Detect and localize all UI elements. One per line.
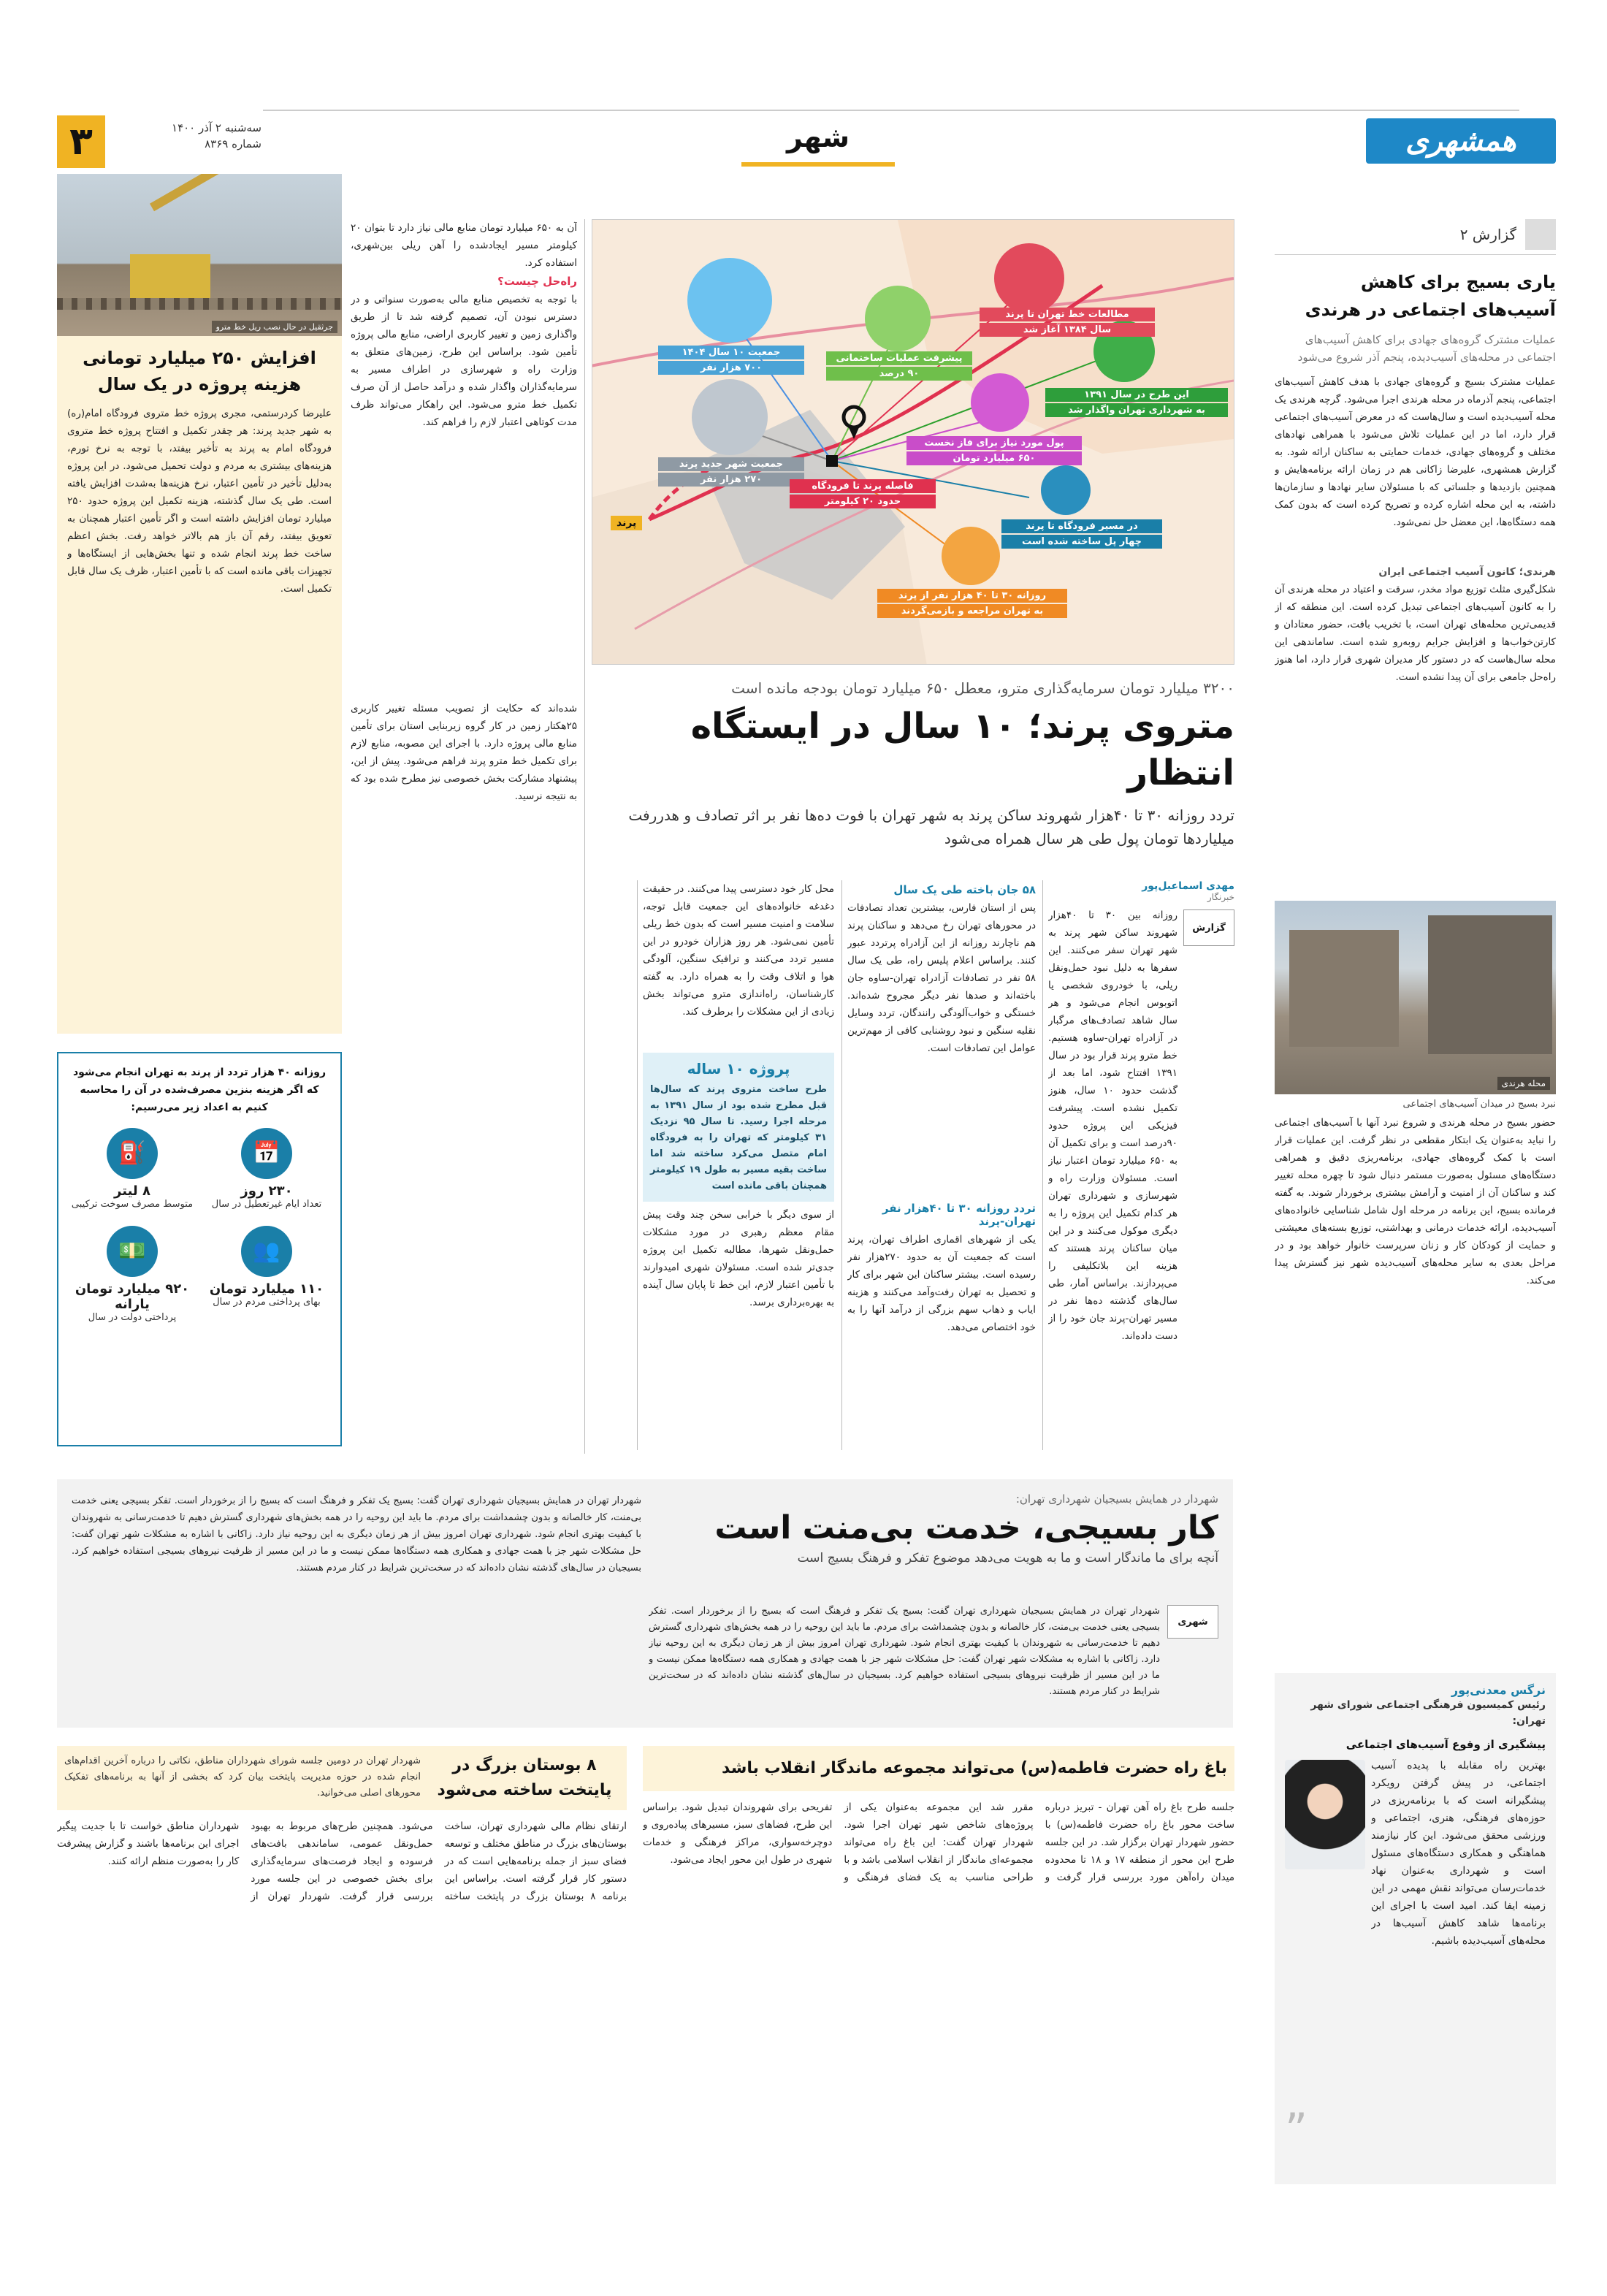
report-title: یاری بسیج برای کاهش آسیب‌های اجتماعی در هرندی bbox=[1305, 272, 1556, 320]
stat-label: بهای پرداختی مردم در سال bbox=[213, 1297, 321, 1308]
map-info-line2: سال ۱۳۸۴ آغاز شد bbox=[980, 323, 1155, 337]
main-col-3 bbox=[643, 880, 834, 1450]
crane-photo bbox=[57, 174, 342, 336]
main-col3-text: محل کار خود دسترسی پیدا می‌کنند. در حقیقت دغدغه خانواده‌های این جمعیت قابل توجه، سلامت و امنیت مسیر است که بدون خط ریلی تأمین نمی‌شود. هر روز هزاران خودرو در این مسیر تردد می‌کنند و ترافیک سنگین، آلودگی هوا و اتلاف وقت را به همراه دارد. به گفته کارشناسان، راه‌اندازی مترو می‌تواند بخش زیادی از این مشکلات را برطرف کند. bbox=[643, 883, 834, 1018]
col4-subheading: راه‌حل چیست؟ bbox=[497, 275, 577, 288]
stat-value: ۹۲۰ میلیارد تومان یارانه bbox=[75, 1281, 190, 1312]
map-info-bridges bbox=[1001, 519, 1162, 549]
photo-building bbox=[1289, 930, 1399, 1047]
main-story-lead: تردد روزانه ۳۰ تا ۴۰هزار شهروند ساکن پرند به شهر تهران با فوت ده‌ها نفر بر اثر تصادف و هدررفت میلیاردها تومان پول طی هر سال همراه می‌شود bbox=[628, 806, 1234, 847]
map-circle-progress bbox=[865, 286, 931, 351]
stat-label: پرداختی دولت در سال bbox=[88, 1312, 177, 1323]
fatemeh-title: باغ راه حضرت فاطمه(س) می‌تواند مجموعه ماندگار انقلاب باشد bbox=[721, 1759, 1227, 1777]
crane-arm bbox=[150, 174, 294, 211]
fuel-infobox bbox=[57, 1052, 342, 1446]
stat-fuel bbox=[69, 1128, 196, 1210]
logo-text: همشهری bbox=[1405, 124, 1516, 158]
side-story-title: افزایش ۲۵۰ میلیارد تومانی هزینه پروژه در یک سال bbox=[83, 348, 316, 394]
quote-title: پیشگیری از وقوع آسیب‌های اجتماعی bbox=[1345, 1738, 1546, 1751]
stat-subsidy bbox=[69, 1226, 196, 1323]
bottom-story-body-right: شهردار تهران در همایش بسیجیان شهرداری تهران گفت: بسیج یک تفکر و فرهنگ است که بسیج را از برخوردار است. تفکر بسیجی یعنی خدمت بی‌منت، کار خالصانه و بدون چشمداشت برای مردم. ما باید این روحیه را در همه بخش‌های شهرداری گسترش دهیم تا خدمت‌رسانی به شهروندان با کیفیت بهتری انجام شود. شهرداری تهران امروز بیش از هر زمان دیگری به این روحیه نیاز دارد. زاکانی با اشاره به مشکلات شهر تهران گفت: حل مشکلات شهر جز با همت جهادی و همکاری همه دستگاه‌ها ممکن نیست و ما در این مسیر از ظرفیت نیروهای بسیجی استفاده خواهیم کرد. بسیجیان در سال‌های گذشته نشان داده‌اند که در سخت‌ترین شرایط در کنار مردم هستند. bbox=[649, 1606, 1160, 1697]
stat-value: ۲۳۰ روز bbox=[240, 1183, 293, 1199]
report-lead: عملیات مشترک گروه‌های جهادی برای کاهش آسیب‌های اجتماعی در محله‌های آسیب‌دیده، پنجم آذر شروع می‌شود bbox=[1297, 333, 1556, 364]
map-info-line1: جمعیت شهر جدید پرند bbox=[658, 457, 804, 471]
photo-label: محله هرندی bbox=[1497, 1077, 1550, 1090]
stat-label: تعداد ایام غیرتعطیل در سال bbox=[211, 1199, 322, 1210]
quote-role: رئیس کمیسیون فرهنگی اجتماعی شورای شهر تهران: bbox=[1310, 1699, 1546, 1727]
side-story bbox=[57, 336, 342, 1034]
masthead bbox=[0, 0, 1607, 168]
map-info-distance bbox=[790, 479, 936, 508]
stat-value: ۱۱۰ میلیارد تومان bbox=[209, 1281, 324, 1297]
bottom-story-lead: آنچه برای ما ماندگار است و ما به هویت می‌دهد موضوع تفکر و فرهنگ بسیج است bbox=[797, 1551, 1218, 1565]
stat-days bbox=[203, 1128, 330, 1210]
quote-name: نرگس معدنی‌پور bbox=[1451, 1683, 1546, 1697]
map-station-marker bbox=[826, 455, 838, 467]
infobox-title: روزانه ۴۰ هزار تردد از پرند به تهران انجام می‌شود که اگر هزینه بنزین مصرف‌شده در آن را محاسبه کنیم به اعداد زیر می‌رسیم: bbox=[72, 1067, 327, 1113]
project-box bbox=[643, 1053, 834, 1202]
map-info-handover bbox=[1045, 388, 1228, 417]
quote-portrait bbox=[1285, 1760, 1365, 1869]
map-info-line1: جمعیت ۱۰ سال ۱۴۰۴ bbox=[658, 346, 804, 359]
issue-number: شماره ۸۳۶۹ bbox=[205, 137, 262, 150]
harandi-photo-caption: نبرد بسیج در میدان آسیب‌های اجتماعی bbox=[1402, 1099, 1556, 1110]
parks-header bbox=[57, 1746, 627, 1810]
masthead-rule bbox=[263, 110, 1519, 111]
page-number-box bbox=[57, 115, 105, 168]
map-info-budget bbox=[906, 436, 1082, 465]
section-underline bbox=[741, 162, 895, 167]
map-info-daily-trips bbox=[877, 589, 1067, 618]
report-body2: شکل‌گیری مثلث توزیع مواد مخدر، سرقت و اعتیاد در محله هرندی آن را به کانون آسیب‌های اجتماعی تبدیل کرده است. این منطقه که از قدیمی‌ترین محله‌های تهران است، با تخریب بافت، حضور معتادان و کارتن‌خواب‌ها و افزایش جرایم روبه‌رو شده است. ساماندهی این محله سال‌هاست که در دستور کار مدیران شهری قرار دارد، اما هنوز راه‌حل جامعی برای آن پیدا نشده است. bbox=[1275, 584, 1556, 683]
side-story-body: علیرضا کردرستمی، مجری پروژه خط متروی فرودگاه امام(ره) به شهر جدید پرند: هر چقدر تکمیل و افتتاح پروژه خط متروی فرودگاه امام به پرند به تأخیر بیفتد، با توجه به نرخ تورم، هزینه‌های بیشتری به مردم و دولت تحمیل می‌شود. در این پروژه به‌دلیل تأخیر در تأمین اعتبار، نرخ هزینه‌ها به‌شدت افزایش یافته است. طی یک سال گذشته، هزینه تکمیل این پروژه حدود ۲۵۰ میلیارد تومان افزایش داشته است و اگر تأمین اعتبار همچنان به تعویق بیفتد، رقم آن باز هم بالاتر خواهد رفت. بخش اعظم ساخت خط پرند انجام شده و تنها بخش‌هایی از ایستگاه‌ها و تجهیزات باقی مانده است که با تأمین اعتبار، ظرف یک سال قابل تکمیل است. bbox=[67, 408, 332, 595]
map-info-line2: ۲۷۰ هزار نفر bbox=[658, 473, 804, 487]
report-kicker-row bbox=[1275, 219, 1556, 255]
stat-people-cost bbox=[203, 1226, 330, 1323]
bottom-story-tag: شهری bbox=[1167, 1605, 1218, 1639]
fuel-pump-icon: ⛽ bbox=[107, 1128, 158, 1179]
map-info-line1: در مسیر فرودگاه تا پرند bbox=[1001, 519, 1162, 533]
byline-role: خبرنگار bbox=[1207, 892, 1234, 902]
map-circle-parand-pop bbox=[692, 379, 768, 455]
column-rule bbox=[1042, 880, 1043, 1450]
bottom-story-title: کار بسیجی، خدمت بی‌منت است bbox=[714, 1509, 1218, 1546]
quote-body: بهترین راه مقابله با پدیده آسیب اجتماعی، در پیش گرفتن رویکرد پیشگیرانه است که با برنامه‌ریزی در حوزه‌های فرهنگی، هنری، اجتماعی و ورزشی محقق می‌شود. این کار نیازمند هماهنگی و همکاری دستگاه‌های مسئول است و شهرداری به‌عنوان نهاد خدمات‌رسان می‌تواند نقش مهمی در این زمینه ایفا کند. امید است با اجرای این برنامه‌ها شاهد کاهش آسیب‌ها در محله‌های آسیب‌دیده باشیم. bbox=[1371, 1760, 1546, 1947]
bottom-story-overline: شهردار در همایش بسیجیان شهرداری تهران: bbox=[1015, 1492, 1218, 1506]
photo-label: جرثقیل در حال نصب ریل خط مترو bbox=[212, 321, 337, 333]
parks-body: ارتقای نظام مالی شهرداری تهران، ساخت بوستان‌های بزرگ در مناطق مختلف و توسعه فضای سبز از جمله برنامه‌هایی است که در دستور کار قرار گرفته است. براساس این برنامه ۸ بوستان بزرگ در پایتخت ساخته می‌شود. همچنین طرح‌های مربوط به بهبود حمل‌ونقل عمومی، ساماندهی بافت‌های فرسوده و ایجاد فرصت‌های سرمایه‌گذاری برای بخش خصوصی در این جلسه مورد بررسی قرار گرفت. شهردار تهران از شهرداران مناطق خواست تا با جدیت پیگیر اجرای این برنامه‌ها باشند و گزارش پیشرفت کار را به‌صورت منظم ارائه کنند. bbox=[57, 1820, 627, 1902]
col2-subheading-2: تردد روزانه ۳۰ تا ۴۰هزار نفر تهران-پرند bbox=[882, 1202, 1036, 1228]
logo bbox=[1366, 118, 1556, 164]
fatemeh-body: جلسه طرح باغ راه آهن تهران - تبریز درباره ساخت محور باغ راه حضرت فاطمه(س) با حضور شهردار تهران برگزار شد. در این جلسه طرح این محور از منطقه ۱۷ و ۱۸ تا محدوده میدان راه‌آهن مورد بررسی قرار گرفت و مقرر شد این مجموعه به‌عنوان یکی از پروژه‌های شاخص شهر تهران اجرا شود. شهردار تهران گفت: این باغ راه می‌تواند مجموعه‌ای ماندگار از انقلاب اسلامی باشد و با طراحی مناسب به یک فضای فرهنگی و تفریحی برای شهروندان تبدیل شود. براساس این طرح، فضاهای سبز، مسیرهای پیاده‌روی و دوچرخه‌سواری، مراکز فرهنگی و خدمات شهری در طول این محور ایجاد می‌شود. bbox=[643, 1801, 1234, 1883]
map-info-line2: حدود ۲۰ کیلومتر bbox=[790, 495, 936, 508]
main-col3b-text: از سوی دیگر با خرابی سخن چند وقت پیش مقام معظم رهبری در مورد مشکلات حمل‌ونقل شهرها، مطالبه تکمیل این پروژه جدی‌تر شده است. مسئولان شهری امیدوارند با تأمین اعتبار لازم، این خط تا پایان سال آینده به بهره‌برداری برسد. bbox=[643, 1209, 834, 1308]
report-kicker: گزارش ۲ bbox=[1459, 226, 1516, 243]
section-name: شهر bbox=[786, 121, 850, 153]
column-rule bbox=[841, 880, 842, 1450]
main-col-2 bbox=[847, 880, 1036, 1450]
main-story-title: متروی پرند؛ ۱۰ سال در ایستگاه انتظار bbox=[690, 706, 1234, 793]
report-kicker-square bbox=[1525, 219, 1556, 250]
map-circle-population bbox=[687, 258, 772, 343]
calendar-icon: 📅 bbox=[241, 1128, 292, 1179]
map-info-line2: ۶۵۰ میلیارد تومان bbox=[906, 451, 1082, 465]
main-col-1 bbox=[1048, 880, 1234, 1450]
col2-subheading: ۵۸ جان باخته طی یک سال bbox=[893, 883, 1036, 896]
project-box-title: پروژه ۱۰ ساله bbox=[687, 1060, 790, 1078]
bottom-section bbox=[57, 1479, 1233, 1728]
byline-name: مهدی اسماعیل‌پور bbox=[1142, 880, 1234, 892]
main-story-header bbox=[592, 679, 1234, 850]
main-col4b-text: با توجه به تخصیص منابع مالی به‌صورت سنواتی و در دسترس نبودن آن، تصمیم گرفته شد تا از طریق واگذاری زمین و تغییر کاربری اراضی، منابع مالی پروژه تأمین شود. براساس این طرح، زمین‌های متعلق به وزارت راه و شهرسازی در اطراف مسیر به سرمایه‌گذاران واگذار شده و درآمد حاصل از آن صرف تکمیل خط مترو می‌شود. این راهکار می‌تواند ظرف مدت کوتاهی اعتبار لازم را فراهم کند. bbox=[351, 294, 577, 428]
main-story-overline: ۳۲۰۰ میلیارد تومان سرمایه‌گذاری مترو، معطل ۶۵۰ میلیارد تومان بودجه مانده است bbox=[731, 679, 1234, 697]
issue-info bbox=[115, 120, 262, 152]
map-info-line1: این طرح در سال ۱۳۹۱ bbox=[1045, 388, 1228, 402]
quote-box bbox=[1275, 1673, 1556, 2184]
map-info-line1: پیشرفت عملیات ساختمانی bbox=[826, 351, 972, 365]
map-info-line2: ۹۰ درصد bbox=[826, 367, 972, 381]
money-icon: 💵 bbox=[107, 1226, 158, 1277]
report-body: عملیات مشترک بسیج و گروه‌های جهادی با هدف کاهش آسیب‌های اجتماعی، پنجم آذرماه در محله هرندی اجرا می‌شود. گرچه هرندی یک محله آسیب‌دیده است و سال‌هاست که در معرض آسیب‌های اجتماعی قرار دارد، اما در این عملیات تلاش می‌شود با همراهی نهادهای مختلف و گروه‌های جهادی، خدمات حمایتی به ساکنان ارائه شود. به گزارش همشهری، علیرضا زاکانی هم در زمان ارائه برنامه‌هایش و همچنین بازدیدها و جلساتی که با مسئولان سایر نهادها و سازمان‌ها داشته، به این محله اشاره کرده و تصریح کرده است که بدون کمک همه دستگاه‌ها، این معضل حل نمی‌شود. bbox=[1275, 376, 1556, 528]
page-number: ۳ bbox=[69, 120, 93, 164]
report-subheading: هرندی؛ کانون آسیب اجتماعی ایران bbox=[1378, 566, 1556, 578]
parks-title: ۸ بوستان بزرگ در پایتخت ساخته می‌شود bbox=[437, 1756, 612, 1799]
quote-mark-icon: ” bbox=[1285, 2104, 1308, 2155]
map-circle-budget bbox=[971, 373, 1029, 432]
bottom-story-body-left: شهردار تهران در همایش بسیجیان شهرداری تهران گفت: بسیج یک تفکر و فرهنگ است که بسیج را از برخوردار است. تفکر بسیجی یعنی خدمت بی‌منت، کار خالصانه و بدون چشمداشت برای مردم. ما باید این روحیه را در همه بخش‌های شهرداری گسترش دهیم تا خدمت‌رسانی به شهروندان با کیفیت بهتری انجام شود. شهرداری تهران امروز بیش از هر زمان دیگری به این روحیه نیاز دارد. زاکانی با اشاره به مشکلات شهر تهران گفت: حل مشکلات شهر جز با همت جهادی و همکاری همه دستگاه‌ها ممکن نیست و ما در این مسیر از ظرفیت نیروهای بسیجی استفاده خواهیم کرد. بسیجیان در سال‌های گذشته نشان داده‌اند که در سخت‌ترین شرایط در کنار مردم هستند. bbox=[72, 1495, 641, 1574]
map-info-line2: چهار پل ساخته شده است bbox=[1001, 535, 1162, 549]
byline bbox=[1048, 880, 1234, 902]
main-col4c-text: آن به ۶۵۰ میلیارد تومان منابع مالی نیاز دارد تا بتوان ۲۰ کیلومتر مسیر ایجادشده را آهن ریلی بین‌شهری، استفاده کرد. bbox=[351, 222, 577, 269]
map-circle-study bbox=[994, 243, 1064, 313]
column-rule bbox=[584, 219, 585, 1454]
harandi-photo bbox=[1275, 901, 1556, 1094]
report-column bbox=[1275, 219, 1556, 1461]
stat-value: ۸ لیتر bbox=[114, 1183, 150, 1199]
parks-lead: شهردار تهران در دومین جلسه شورای شهرداران مناطق، نکاتی را درباره آخرین اقدام‌های انجام شده در حوزه مدیریت پایتخت بیان کرد که بخشی از آنها به برنامه‌های تفکیک محورهای اصلی می‌خوانید. bbox=[64, 1755, 421, 1799]
fatemeh-story bbox=[643, 1746, 1234, 2192]
main-col2-text: پس از استان فارس، بیشترین تعداد تصادفات در محورهای تهران رخ می‌دهد و ساکنان پرند هم ناچارند روزانه از این آزادراه پرتردد عبور کنند. براساس اعلام پلیس راه، طی یک سال ۵۸ نفر در تصادفات آزادراه تهران-ساوه جان باخته‌اند و صدها نفر دیگر مجروح شده‌اند. خستگی و خواب‌آلودگی رانندگان، تردد وسایل نقلیه سنگین و نبود روشنایی کافی از مهم‌ترین عوامل این تصادفات است. bbox=[847, 902, 1036, 1054]
column-rule bbox=[637, 880, 638, 1450]
map-info-parand-pop bbox=[658, 457, 804, 487]
map-circle-bridges bbox=[1041, 465, 1091, 515]
main-col-4 bbox=[351, 219, 577, 1454]
map-info-line2: ۷۰۰ هزار نفر bbox=[658, 361, 804, 375]
people-icon: 👥 bbox=[241, 1226, 292, 1277]
main-col4-text: شده‌اند که حکایت از تصویب مسئله تغییر کاربری ۲۵هکتار زمین در کار گروه زیربنایی استان برای تأمین منابع مالی پروژه دارد. با اجرای این مصوبه، منابع لازم برای تکمیل خط مترو پرند فراهم می‌شود. پیش از این، پیشنهاد مشارکت بخش خصوصی نیز مطرح شده بود که به نتیجه نرسید. bbox=[351, 703, 577, 802]
map-info-study bbox=[980, 308, 1155, 337]
rail-track bbox=[57, 298, 342, 310]
map-info-progress bbox=[826, 351, 972, 381]
map-info-line2: به شهرداری تهران واگذار شد bbox=[1045, 403, 1228, 417]
map-info-line1: فاصله پرند تا فرودگاه bbox=[790, 479, 936, 493]
metro-map bbox=[592, 219, 1234, 665]
map-parand-label: پرند bbox=[611, 516, 642, 530]
fatemeh-header bbox=[643, 1746, 1234, 1791]
parks-story bbox=[57, 1746, 627, 2192]
map-info-line1: پول مورد نیاز برای فاز نخست bbox=[906, 436, 1082, 450]
map-circle-daily-trips bbox=[942, 527, 1000, 585]
photo-building bbox=[1428, 915, 1552, 1054]
stat-label: متوسط مصرف سوخت ترکیبی bbox=[71, 1199, 194, 1210]
project-box-text: طرح ساخت متروی پرند که سال‌ها قبل مطرح شده بود از سال ۱۳۹۱ به مرحله اجرا رسید. تا سال ۹۵ نزدیک ۳۱ کیلومتر که تهران را به فرودگاه امام متصل می‌کرد ساخته شد اما ساخت بقیه مسیر به طول ۱۹ کیلومتر همچنان باقی مانده است bbox=[650, 1084, 827, 1191]
issue-date: سه‌شنبه ۲ آذر ۱۴۰۰ bbox=[172, 121, 262, 134]
map-info-future-pop bbox=[658, 346, 804, 375]
infobox-grid bbox=[69, 1128, 330, 1323]
map-info-line1: روزانه ۳۰ تا ۴۰ هزار نفر از پرند bbox=[877, 589, 1067, 603]
main-col1-text: روزانه بین ۳۰ تا ۴۰هزار شهروند ساکن شهر پرند به شهر تهران سفر می‌کنند. این سفرها به دلیل نبود حمل‌ونقل ریلی، با خودروی شخصی یا اتوبوس انجام می‌شود و هر سال شاهد تصادف‌های مرگبار در آزادراه تهران-ساوه هستیم. خط مترو پرند قرار بود در سال ۱۳۹۱ افتتاح شود، اما بعد از گذشت حدود ۱۰ سال، هنوز تکمیل نشده است. پیشرفت فیزیکی این پروژه حدود ۹۰درصد است و برای تکمیل آن به ۶۵۰ میلیارد تومان اعتبار نیاز است. مسئولان وزارت راه و شهرسازی و شهرداری تهران هر کدام تکمیل این پروژه را به دیگری موکول می‌کنند و در این میان ساکنان پرند هستند که هزینه این بلاتکلیفی را می‌پردازند. براساس آمار، طی سال‌های گذشته ده‌ها نفر در مسیر تهران-پرند جان خود را از دست داده‌اند. bbox=[1048, 909, 1177, 1342]
map-info-line1: مطالعات خط تهران تا پرند bbox=[980, 308, 1155, 321]
main-col2b-text: یکی از شهرهای اقماری اطراف تهران، پرند است که جمعیت آن به حدود ۲۷۰هزار نفر رسیده است. بیشتر ساکنان این شهر برای کار و تحصیل به تهران رفت‌وآمد می‌کنند و هزینه ایاب و ذهاب سهم بزرگی از درآمد آنها را به خود اختصاص می‌دهد. bbox=[847, 1234, 1036, 1333]
story-tag: گزارش bbox=[1183, 909, 1234, 946]
map-info-line2: به تهران مراجعه و بازمی‌گردند bbox=[877, 604, 1067, 618]
report-body3: حضور بسیج در محله هرندی و شروع نبرد آنها با آسیب‌های اجتماعی را نباید به‌عنوان یک ابتکار مقطعی در نظر گرفت. این عملیات قرار است با کمک گروه‌های جهادی، برنامه‌ریزی دقیق و همراهی دستگاه‌های مسئول به‌صورت مستمر دنبال شود تا چهره محله تغییر کند و ساکنان آن از امنیت و آرامش بیشتری برخوردار شوند. به گفته فرمانده بسیج، این برنامه در مرحله اول شامل شناسایی خانواده‌های آسیب‌دیده، ارائه خدمات درمانی و بهداشتی، توزیع بسته‌های معیشتی و حمایت از کودکان کار و زنان سرپرست خانوار خواهد بود و در مراحل بعدی به سایر محله‌های آسیب‌دیده شهر نیز گسترش پیدا می‌کند. bbox=[1275, 1117, 1556, 1286]
bottom-story-header bbox=[649, 1492, 1218, 1565]
